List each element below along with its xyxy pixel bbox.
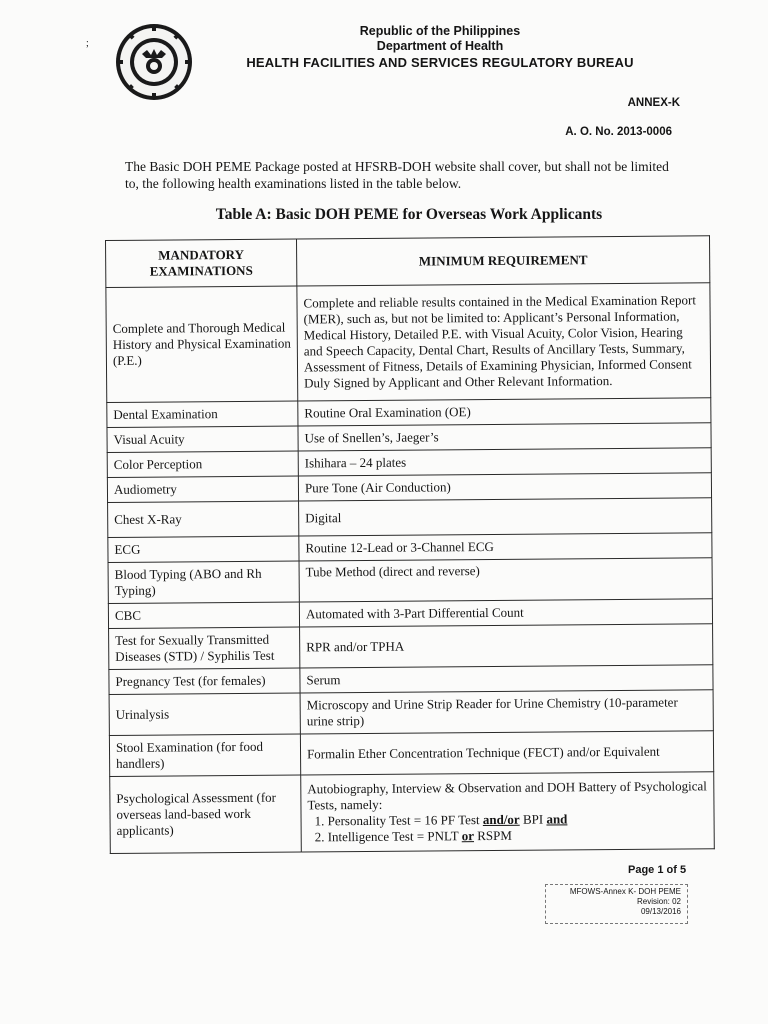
requirement-cell: Formalin Ether Concentration Technique (FECT) and/or Equivalent [300,731,713,775]
requirement-cell: Automated with 3-Part Differential Count [299,599,712,627]
requirement-cell: Routine 12-Lead or 3-Channel ECG [299,533,712,561]
intro-paragraph: The Basic DOH PEME Package posted at HFSRB-DOH website shall cover, but shall not be limited to, the following health examinations listed in the table below. [125,159,669,191]
ao-number: A. O. No. 2013-0006 [565,126,672,138]
stray-mark: ; [86,38,89,49]
psych-item1-andor: and/or [482,811,520,828]
requirement-cell: Ishihara – 24 plates [298,448,711,476]
table-row [109,624,713,670]
requirement-cell: Digital [299,498,712,536]
header-bureau: HEALTH FACILITIES AND SERVICES REGULATORY BUREAU [246,55,634,70]
requirement-cell [301,772,715,852]
exam-cell: Chest X-Ray [108,501,299,537]
exam-cell: Audiometry [107,476,298,502]
table-row [106,283,711,403]
table-row [109,731,713,777]
table-title: Table A: Basic DOH PEME for Overseas Work Applicants [215,206,603,223]
requirement-cell: Use of Snellen’s, Jaeger’s [298,423,711,451]
table-row [108,558,712,604]
requirement-cell: Routine Oral Examination (OE) [298,398,711,426]
header-department: Department of Health [376,39,504,53]
annex-label: ANNEX-K [627,97,680,109]
requirement-cell: Serum [300,665,713,693]
exam-cell: Visual Acuity [107,426,298,452]
psych-intro: Autobiography, Interview & Observation and DOH Battery of Psychological Tests, namely: [307,778,707,813]
psych-item1-bpi: BPI [519,811,547,827]
exam-cell: Urinalysis [109,693,300,735]
exam-cell: Test for Sexually Transmitted Diseases (STD) / Syphilis Test [109,627,300,669]
requirement-cell: Tube Method (direct and reverse) [299,558,712,602]
exam-cell: Complete and Thorough Medical History and Physical Examination (P.E.) [106,286,298,402]
column-header-requirement: MINIMUM REQUIREMENT [296,236,709,286]
psych-item2-or: or [461,828,475,844]
peme-table [105,235,715,854]
psych-item1-text: Personality Test = 16 PF Test [327,812,483,829]
exam-cell: ECG [108,536,299,562]
revision-code: MFOWS-Annex K- DOH PEME [569,887,681,896]
page-number: Page 1 of 5 [628,864,687,876]
exam-cell: Blood Typing (ABO and Rh Typing) [108,561,299,603]
table-row [108,498,712,538]
table-row [109,690,713,736]
table-row [110,772,715,854]
exam-cell: Psychological Assessment (for overseas land-based work applicants) [110,775,302,853]
requirement-cell: Pure Tone (Air Conduction) [298,473,711,501]
psych-item1-and: and [546,811,568,827]
revision-number: Revision: 02 [636,897,681,906]
doh-seal-icon [114,22,194,102]
column-header-examinations: MANDATORY EXAMINATIONS [106,239,297,287]
revision-stamp [545,884,688,924]
requirement-cell: Complete and reliable results contained in the Medical Examination Report (MER), such as, but not be limited to: Applicant’s Personal Information, Medical History, Detailed P.E. with Visual Acuity, Color Vision, Hearing and Speech Capacity, Dental Chart, Results of Ancillary Tests, Summary, Assessment of Fitness, Details of Examining Physician, Informed Consent Duly Signed by Applicant and Other Relevant Information. [297,283,711,401]
letterhead [200,24,680,71]
exam-cell: Color Perception [107,451,298,477]
list-item [328,826,708,845]
exam-cell: Stool Examination (for food handlers) [109,734,300,776]
exam-cell: Dental Examination [107,401,298,427]
requirement-cell: RPR and/or TPHA [300,624,713,668]
psych-test-list [308,810,708,845]
exam-cell: Pregnancy Test (for females) [109,668,300,694]
requirement-cell: Microscopy and Urine Strip Reader for Urine Chemistry (10-parameter urine strip) [300,690,713,734]
header-republic: Republic of the Philippines [359,24,521,38]
psych-item2-text: Intelligence Test = PNLT [327,828,462,845]
table-header-row [106,236,710,288]
exam-cell: CBC [108,602,299,628]
psych-item2-rspm: RSPM [473,827,512,844]
revision-date: 09/13/2016 [640,907,681,916]
